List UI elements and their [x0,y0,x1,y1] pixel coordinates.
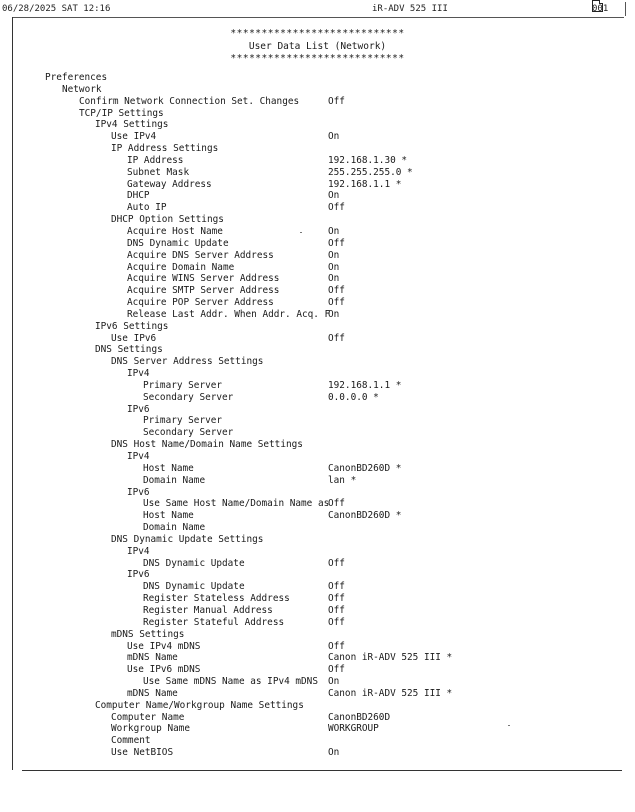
setting-label: Primary Server [143,415,223,427]
settings-row [0,392,635,404]
report-banner-top: **************************** [230,28,405,39]
setting-label: IPv6 [127,403,150,415]
settings-row [0,712,635,724]
settings-row [0,190,635,202]
fax-device-name: iR-ADV 525 III [372,4,448,14]
frame-right-tick [625,2,626,16]
settings-row [0,262,635,274]
settings-row [0,439,635,451]
setting-label: IPv4 [127,368,150,380]
settings-row [0,522,635,534]
settings-row [0,380,635,392]
setting-label: Host Name [143,462,194,474]
settings-row [0,463,635,475]
settings-row [0,72,635,84]
settings-row [0,664,635,676]
setting-value: Off [328,581,345,593]
report-banner-bottom: **************************** [230,53,405,64]
setting-label: Subnet Mask [127,166,190,178]
settings-row [0,581,635,593]
setting-value: Off [328,557,345,569]
settings-row [0,451,635,463]
setting-label: DNS Dynamic Update [143,581,245,593]
settings-row [0,593,635,605]
setting-value: 192.168.1.1 * [328,178,402,190]
report-title: User Data List (Network) [248,41,387,52]
setting-value: Off [328,95,345,107]
settings-row [0,427,635,439]
setting-label: Secondary Server [143,391,234,403]
settings-row [0,108,635,120]
setting-value: Canon iR-ADV 525 III * [328,652,453,664]
setting-value: On [328,676,340,688]
settings-row [0,356,635,368]
setting-value: On [328,273,340,285]
setting-value: Off [328,640,345,652]
setting-value: On [328,249,340,261]
settings-row [0,641,635,653]
setting-value: Off [328,202,345,214]
setting-label: IP Address [127,154,184,166]
settings-row [0,238,635,250]
settings-row [0,415,635,427]
settings-row [0,179,635,191]
setting-value: Off [328,616,345,628]
setting-label: mDNS Settings [111,628,185,640]
settings-row [0,475,635,487]
setting-label: Use IPv6 mDNS [127,664,201,676]
settings-row [0,155,635,167]
setting-label: Host Name [143,510,194,522]
settings-row [0,487,635,499]
setting-value: Off [328,297,345,309]
fax-date-time: 06/28/2025 SAT 12:16 [2,4,111,14]
setting-label: Acquire WINS Server Address [127,273,280,285]
setting-label: DNS Host Name/Domain Name Settings [111,439,303,451]
setting-value: Off [328,498,345,510]
setting-label: Domain Name [143,522,206,534]
settings-row [0,747,635,759]
setting-label: mDNS Name [127,652,178,664]
settings-row [0,297,635,309]
setting-label: Secondary Server [143,427,234,439]
setting-label: DNS Server Address Settings [111,356,264,368]
setting-label: TCP/IP Settings [79,107,164,119]
settings-row [0,226,635,238]
settings-row [0,498,635,510]
setting-value: 192.168.1.30 * [328,154,408,166]
setting-value: 255.255.255.0 * [328,166,413,178]
settings-row [0,404,635,416]
scan-speck [508,725,510,726]
setting-label: Domain Name [143,474,206,486]
fax-page-number: 001 [592,4,609,14]
settings-row [0,723,635,735]
setting-value: lan * [328,474,357,486]
setting-label: Register Manual Address [143,604,273,616]
settings-row [0,688,635,700]
settings-row [0,84,635,96]
setting-label: DNS Dynamic Update Settings [111,533,264,545]
setting-value: Off [328,285,345,297]
settings-row [0,510,635,522]
settings-row [0,676,635,688]
settings-list [0,72,635,759]
setting-value: On [328,190,340,202]
frame-bottom-border [22,770,622,771]
setting-label: DHCP [127,190,150,202]
setting-label: DNS Dynamic Update [143,557,245,569]
setting-label: Acquire SMTP Server Address [127,285,280,297]
setting-label: Workgroup Name [111,723,191,735]
settings-row [0,700,635,712]
settings-row [0,569,635,581]
setting-label: Comment [111,735,151,747]
setting-label: Confirm Network Connection Set. Changes [79,95,300,107]
setting-label: Preferences [45,72,108,83]
setting-value: 192.168.1.1 * [328,379,402,391]
setting-value: Off [328,593,345,605]
settings-row [0,167,635,179]
setting-label: DNS Settings [95,344,163,356]
settings-row [0,735,635,747]
setting-value: On [328,261,340,273]
setting-value: Canon iR-ADV 525 III * [328,687,453,699]
setting-label: Use NetBIOS [111,747,174,759]
setting-label: DNS Dynamic Update [127,237,229,249]
setting-value: Off [328,237,345,249]
fax-header [0,0,635,18]
setting-value: Off [328,604,345,616]
frame-top-border [12,17,624,18]
settings-row [0,558,635,570]
setting-label: mDNS Name [127,687,178,699]
setting-label: Primary Server [143,379,223,391]
settings-row [0,368,635,380]
setting-label: Use IPv4 mDNS [127,640,201,652]
setting-label: IP Address Settings [111,143,219,155]
setting-value: WORKGROUP [328,723,379,735]
settings-row [0,202,635,214]
scan-speck [300,232,302,233]
setting-label: DHCP Option Settings [111,214,224,226]
setting-label: Use IPv6 [111,332,157,344]
settings-row [0,546,635,558]
settings-row [0,534,635,546]
settings-row [0,96,635,108]
setting-label: Acquire Host Name [127,225,223,237]
setting-label: Use Same Host Name/Domain Name as [143,498,330,510]
settings-row [0,605,635,617]
setting-value: 0.0.0.0 * [328,391,379,403]
setting-value: Off [328,664,345,676]
settings-row [0,214,635,226]
setting-label: IPv4 Settings [95,119,169,131]
setting-label: Acquire POP Server Address [127,297,274,309]
setting-label: IPv6 [127,486,150,498]
settings-row [0,250,635,262]
setting-label: Acquire DNS Server Address [127,249,274,261]
settings-row [0,131,635,143]
setting-value: Off [328,332,345,344]
setting-value: CanonBD260D * [328,462,402,474]
settings-row [0,309,635,321]
settings-row [0,652,635,664]
settings-row [0,617,635,629]
settings-row [0,344,635,356]
setting-label: IPv4 [127,545,150,557]
settings-row [0,285,635,297]
setting-label: IPv4 [127,451,150,462]
settings-row [0,333,635,345]
setting-label: Network [62,83,102,95]
setting-value: On [328,225,340,237]
setting-label: Register Stateful Address [143,616,285,628]
setting-label: Use IPv4 [111,131,157,143]
settings-row [0,119,635,131]
settings-row [0,143,635,155]
setting-label: IPv6 Settings [95,320,169,332]
setting-label: Computer Name/Workgroup Name Settings [95,699,304,711]
setting-value: CanonBD260D * [328,510,402,522]
setting-label: Computer Name [111,711,185,723]
setting-value: On [328,308,340,320]
setting-value: On [328,131,340,143]
setting-value: On [328,747,340,759]
settings-row [0,273,635,285]
setting-label: Gateway Address [127,178,212,190]
setting-label: Use Same mDNS Name as IPv4 mDNS [143,676,318,688]
setting-label: Register Stateless Address [143,593,290,605]
setting-value: CanonBD260D [328,711,391,723]
setting-label: Auto IP [127,202,167,214]
setting-label: Acquire Domain Name [127,261,235,273]
settings-row [0,629,635,641]
setting-label: Release Last Addr. When Addr. Acq. F [127,308,331,320]
settings-row [0,321,635,333]
setting-label: IPv6 [127,569,150,581]
